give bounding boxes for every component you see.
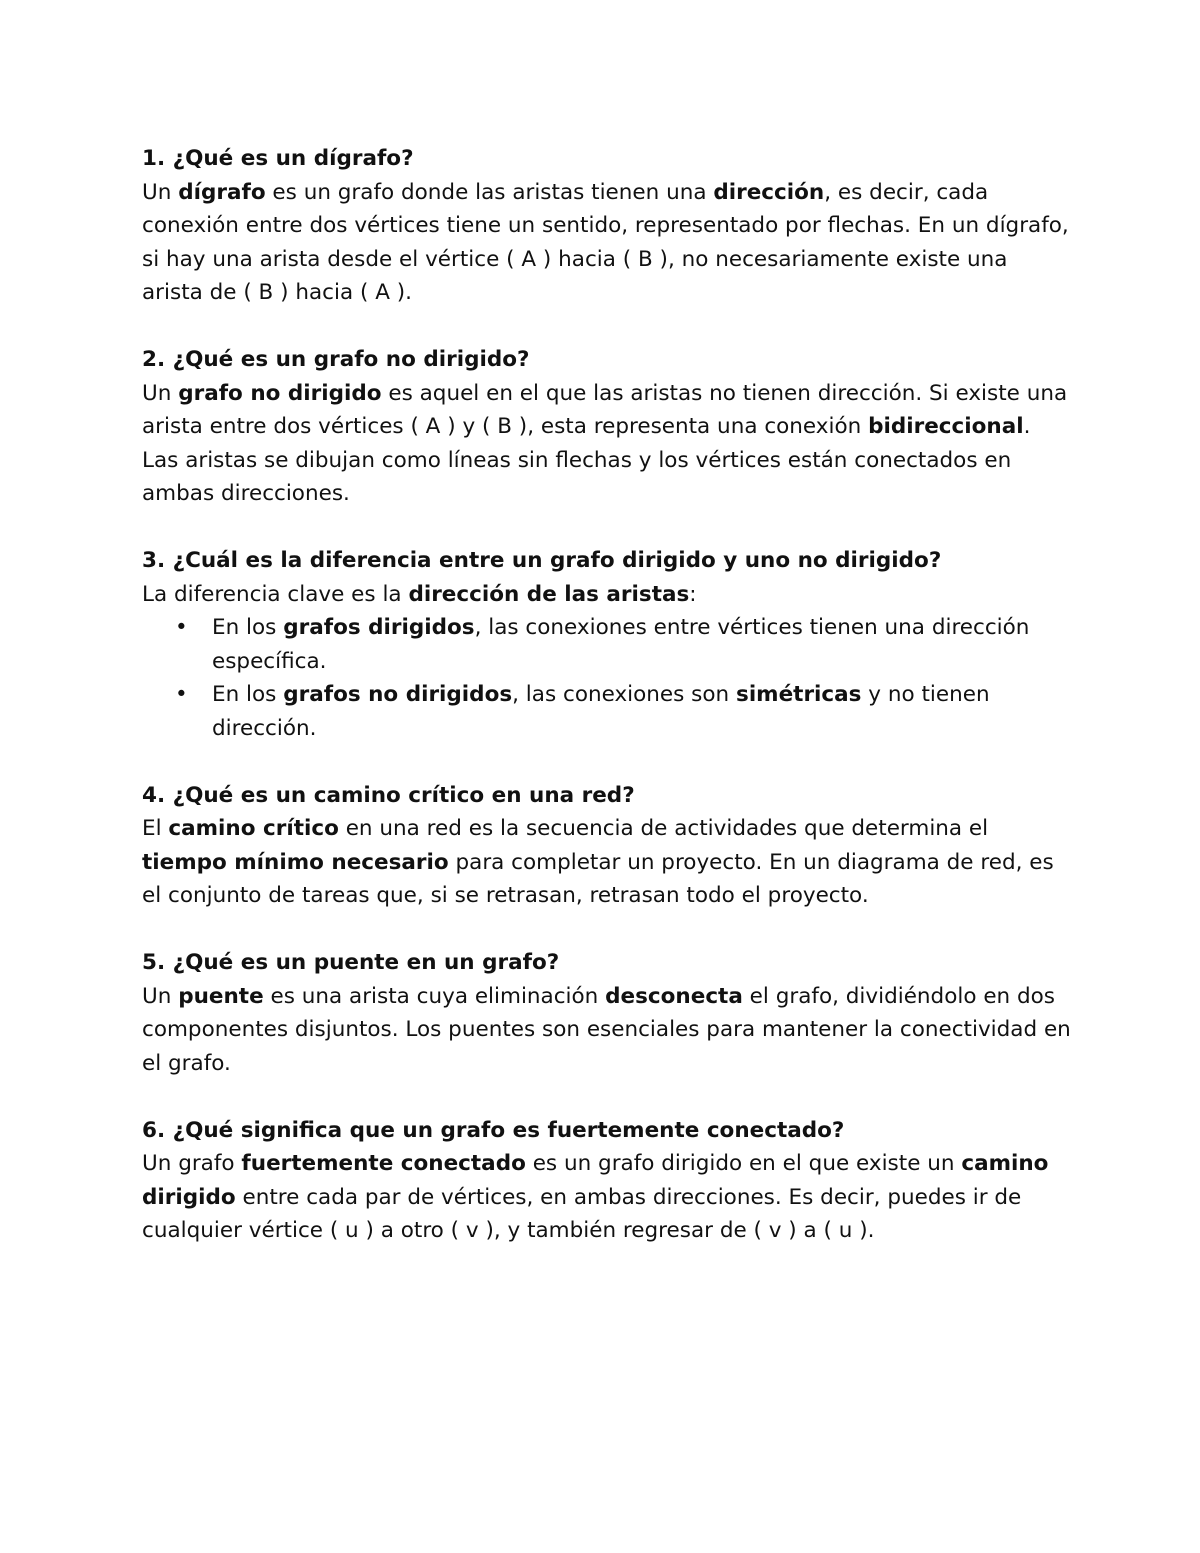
bold-term: dirección <box>713 179 825 205</box>
section-paragraph <box>142 176 1072 310</box>
section-fuertemente-conectado <box>142 1114 1072 1248</box>
text-run: es un grafo donde las aristas tienen una <box>265 179 714 205</box>
text-run: es una arista cuya eliminación <box>263 983 606 1009</box>
text-run: y no tienen dirección. <box>212 682 990 741</box>
bold-term: grafos dirigidos <box>283 615 475 640</box>
section-heading: 5. ¿Qué es un puente en un grafo? <box>142 950 560 975</box>
section-heading: 3. ¿Cuál es la diferencia entre un grafo dirigido y uno no dirigido? <box>142 548 942 573</box>
section-paragraph <box>142 578 1072 612</box>
section-camino-critico <box>142 779 1072 913</box>
list-item <box>142 678 1072 745</box>
text-run: Un grafo <box>142 1151 242 1176</box>
text-run: es un grafo dirigido en el que existe un <box>525 1151 962 1176</box>
bold-term: camino dirigido <box>142 1151 1049 1210</box>
text-run: , las conexiones entre vértices tienen una dirección específica. <box>212 615 1030 674</box>
section-paragraph <box>142 1147 1072 1248</box>
text-run: entre cada par de vértices, en ambas direcciones. Es decir, puedes ir de cualquier vértice ( u ) a otro ( v ), y también regresar de ( v ) a ( u ). <box>142 1184 1022 1243</box>
section-paragraph <box>142 980 1072 1081</box>
text-run: El <box>142 816 169 841</box>
text-run: La diferencia clave es la <box>142 581 409 607</box>
bold-term: desconecta <box>605 983 743 1009</box>
text-run: Un <box>142 380 179 406</box>
bold-term: grafos no dirigidos <box>283 682 513 707</box>
bold-term: bidireccional <box>868 414 1024 439</box>
section-digrafo <box>142 142 1072 310</box>
section-paragraph <box>142 377 1072 511</box>
bullet-icon: • <box>175 682 188 707</box>
document-page <box>142 142 1072 1281</box>
bold-term: simétricas <box>736 682 862 707</box>
bold-term: camino crítico <box>168 816 339 841</box>
section-puente <box>142 946 1072 1080</box>
bold-term: dígrafo <box>178 179 266 205</box>
text-run: el grafo, dividiéndolo en dos componentes disjuntos. Los puentes son esenciales para mantener la conectividad en el grafo. <box>142 983 1071 1076</box>
text-run: En los <box>212 682 284 707</box>
text-run: es aquel en el que las aristas no tienen dirección. Si existe una arista entre dos vértices ( A ) y ( B ), esta representa una conexión <box>142 380 1068 439</box>
text-run: Un <box>142 983 179 1009</box>
text-run: para completar un proyecto. En un diagrama de red, es el conjunto de tareas que, si se retrasan, retrasan todo el proyecto. <box>142 849 1054 908</box>
bold-term: grafo no dirigido <box>178 380 382 406</box>
bold-term: dirección de las aristas <box>408 581 690 607</box>
text-run: . Las aristas se dibujan como líneas sin flechas y los vértices están conectados en ambas direcciones. <box>142 414 1031 506</box>
text-run: En los <box>212 615 284 640</box>
section-heading: 4. ¿Qué es un camino crítico en una red? <box>142 782 635 808</box>
section-heading: 6. ¿Qué significa que un grafo es fuertemente conectado? <box>142 1117 845 1143</box>
list-item <box>142 611 1072 678</box>
section-grafo-no-dirigido <box>142 343 1072 511</box>
text-run: en una red es la secuencia de actividades que determina el <box>338 816 989 841</box>
section-heading: 1. ¿Qué es un dígrafo? <box>142 146 414 171</box>
text-run: : <box>689 581 697 607</box>
section-diferencia <box>142 544 1072 745</box>
text-run: Un <box>142 179 179 205</box>
bold-term: puente <box>178 983 264 1009</box>
text-run: , las conexiones son <box>512 682 737 707</box>
section-heading: 2. ¿Qué es un grafo no dirigido? <box>142 347 530 372</box>
bold-term: tiempo mínimo necesario <box>142 849 449 875</box>
text-run: , es decir, cada conexión entre dos vértices tiene un sentido, representado por flechas. En un dígrafo, si hay una arista desde el vértice ( A ) hacia ( B ), no necesariamente existe una arista de ( B ) hacia ( A ). <box>142 179 1069 305</box>
bullet-icon: • <box>175 615 188 640</box>
bullet-list <box>142 611 1072 745</box>
bold-term: fuertemente conectado <box>241 1151 526 1176</box>
section-paragraph <box>142 812 1072 913</box>
